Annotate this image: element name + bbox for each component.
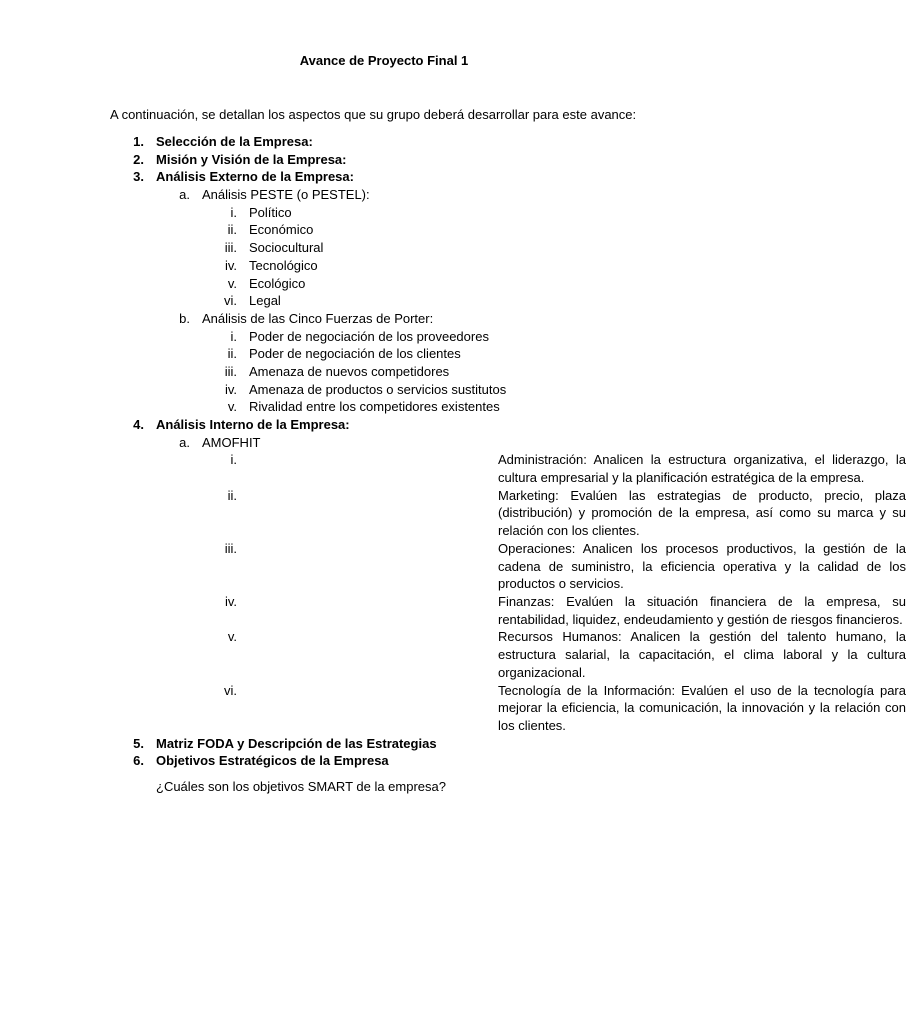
list-item <box>0 752 768 770</box>
item-text: Poder de negociación de los clientes <box>249 346 461 362</box>
item-number: 5. <box>133 735 144 751</box>
item-number: v. <box>227 275 237 291</box>
list-item <box>0 381 768 399</box>
item-number: 4. <box>133 417 144 432</box>
item-text: Marketing: Evalúen las estrategias de producto, precio, plaza (distribución) y promoción de la empresa, así como su marca y su relación con los clientes. <box>498 487 906 539</box>
smart-question: ¿Cuáles son los objetivos SMART de la empresa? <box>156 779 446 794</box>
item-number: ii. <box>227 222 237 238</box>
item-number: 3. <box>133 169 144 185</box>
list-item <box>0 540 906 593</box>
item-number: iv. <box>224 594 237 609</box>
item-text: Recursos Humanos: Analicen la gestión del talento humano, la estructura salarial, la capacitación, el clima laboral y la cultura organizacional. <box>498 629 906 680</box>
item-number: iv. <box>224 257 237 273</box>
item-number: iv. <box>224 381 237 397</box>
list-item <box>0 239 768 257</box>
item-number: ii. <box>227 487 237 503</box>
list-item <box>0 257 768 275</box>
item-text: Tecnología de la Información: Evalúen el uso de la tecnología para mejorar la eficiencia, la comunicación, la innovación y la relación con los clientes. <box>498 682 906 733</box>
item-text: Finanzas: Evalúen la situación financiera de la empresa, su rentabilidad, liquidez, endeudamiento y gestión de riesgos financieros. <box>498 594 906 627</box>
intro-paragraph: A continuación, se detallan los aspectos que su grupo deberá desarrollar para este avance: <box>110 107 637 122</box>
list-item <box>0 416 768 434</box>
item-text: Administración: Analicen la estructura organizativa, el liderazgo, la cultura empresarial y la planificación estratégica de la empresa. <box>498 452 906 486</box>
item-text: Análisis PESTE (o PESTEL): <box>202 187 370 203</box>
item-text: Matriz FODA y Descripción de las Estrategias <box>156 735 437 751</box>
list-item <box>0 151 768 169</box>
list-item <box>0 628 906 681</box>
item-text: Ecológico <box>249 275 306 291</box>
item-text: Tecnológico <box>249 257 318 273</box>
item-number: iii. <box>224 363 237 379</box>
item-text: Poder de negociación de los proveedores <box>249 328 489 344</box>
item-text: Análisis Externo de la Empresa: <box>156 169 354 185</box>
item-text: Amenaza de nuevos competidores <box>249 363 450 379</box>
item-number: 2. <box>133 151 144 167</box>
list-item <box>0 487 906 540</box>
list-item <box>0 275 768 293</box>
list-item <box>0 186 768 204</box>
list-item <box>0 292 768 310</box>
item-text: Misión y Visión de la Empresa: <box>156 151 347 167</box>
item-text: Análisis de las Cinco Fuerzas de Porter: <box>202 310 434 326</box>
item-number: i. <box>230 328 237 344</box>
item-number: 1. <box>133 134 144 149</box>
list-item <box>0 345 768 363</box>
item-text: Legal <box>249 293 281 309</box>
item-number: ii. <box>227 346 237 362</box>
list-item <box>0 133 768 151</box>
item-text: Político <box>249 204 292 220</box>
item-number: i. <box>230 204 237 220</box>
item-number: iii. <box>224 540 237 556</box>
item-text: Objetivos Estratégicos de la Empresa <box>156 753 389 769</box>
list-item <box>0 363 768 381</box>
document-title: Avance de Proyecto Final 1 <box>299 53 469 68</box>
item-number: b. <box>179 310 190 326</box>
item-text: Sociocultural <box>249 240 324 256</box>
item-number: a. <box>179 434 190 450</box>
item-number: iii. <box>224 240 237 256</box>
item-text: Análisis Interno de la Empresa: <box>156 417 350 432</box>
list-item <box>0 168 768 186</box>
list-item <box>0 310 768 328</box>
item-number: i. <box>230 452 237 468</box>
item-number: vi. <box>224 682 237 698</box>
item-text: Operaciones: Analicen los procesos productivos, la gestión de la cadena de suministro, la eficiencia operativa y la calidad de los productos o servicios. <box>498 540 906 592</box>
item-text: Rivalidad entre los competidores existentes <box>249 399 500 415</box>
list-item <box>0 735 768 753</box>
list-item <box>0 682 906 735</box>
item-number: v. <box>227 629 237 645</box>
outline-list <box>0 133 906 770</box>
list-item <box>0 398 768 416</box>
list-item <box>0 451 906 486</box>
item-text: Amenaza de productos o servicios sustitutos <box>249 381 507 397</box>
item-number: a. <box>179 187 190 203</box>
item-number: vi. <box>224 293 237 309</box>
item-text: Selección de la Empresa: <box>156 134 313 149</box>
item-number: v. <box>227 399 237 415</box>
list-item <box>0 221 768 239</box>
list-item <box>0 204 768 222</box>
list-item <box>0 593 906 628</box>
item-text: Económico <box>249 222 314 238</box>
item-number: 6. <box>133 753 144 769</box>
list-item <box>0 328 768 346</box>
item-text: AMOFHIT <box>202 434 261 450</box>
list-item <box>0 434 768 452</box>
